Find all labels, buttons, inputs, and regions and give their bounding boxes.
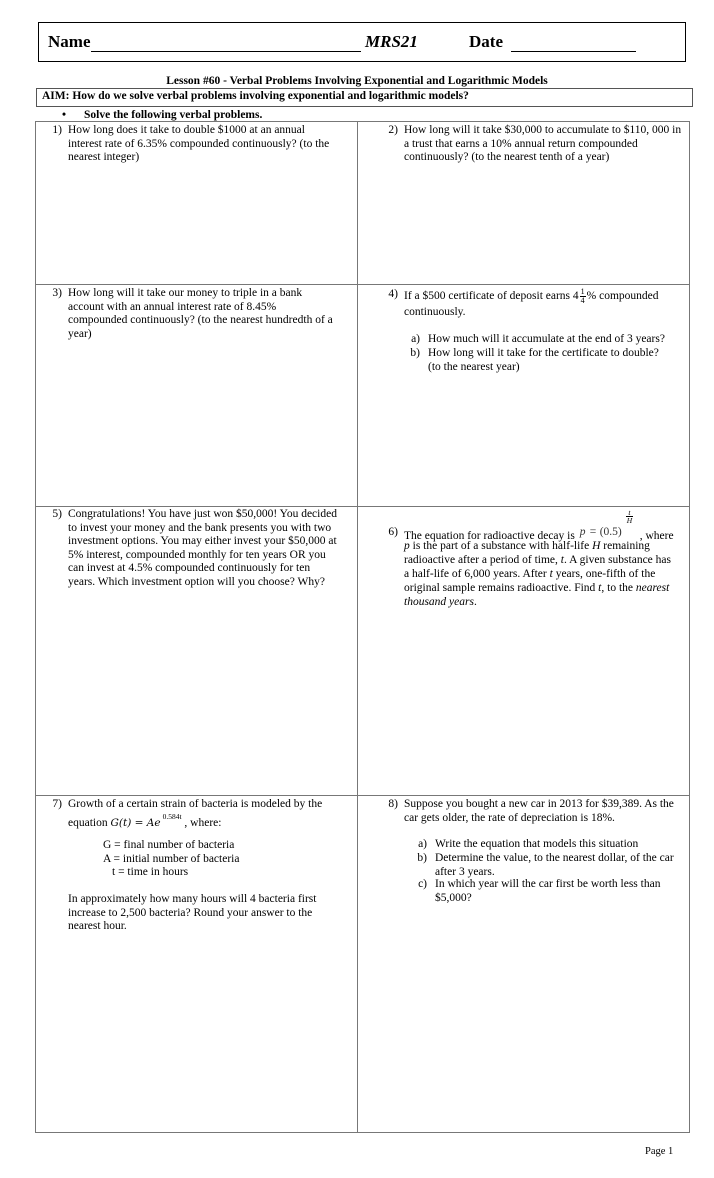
problem-number: 2) xyxy=(388,124,398,136)
definition: t = time in hours xyxy=(112,866,189,878)
sub-item-a: a) How much will it accumulate at the end of 3 years? xyxy=(411,333,665,345)
date-label: Date xyxy=(469,32,503,51)
fraction: $\frac{1}{4}$ xyxy=(580,287,585,305)
problem-number: 7) xyxy=(52,798,62,810)
problem-number: 3) xyxy=(52,287,62,299)
name-label: Name xyxy=(48,32,91,51)
lesson-title: Lesson #60 - Verbal Problems Involving Exponential and Logarithmic Models xyxy=(166,75,548,87)
problem-6: 6) The equation for radioactive decay is p = (0.5) $\frac{t}{H}$ , where p is the part of a substance with half-life H remaining radioactive after a period of time, t. A given substance has a half-life of 6,000 years. After t years, one-fifth of the original sample remains radioactive. Find t, to the nearest thousand years. xyxy=(376,510,688,610)
name-date-box xyxy=(38,22,686,62)
problem-text: How long will it take $30,000 to accumulate to $110, 000 in a trust that earns a 10% annual return compounded continuously? (to the nearest tenth of a year) xyxy=(404,124,682,163)
sub-item-b: b) How long will it take for the certificate to double? (to the nearest year) xyxy=(410,347,659,373)
problem-number: 8) xyxy=(388,798,398,810)
problem-number: 6) xyxy=(388,526,398,538)
bullet-icon: • xyxy=(62,109,67,121)
problem-grid xyxy=(35,121,690,1133)
sub-item-a: a) Write the equation that models this situation xyxy=(418,838,639,850)
grid-divider-row1 xyxy=(35,284,690,285)
decay-equation: p = (0.5) $\frac{t}{H}$ xyxy=(579,508,633,538)
problem-question: In approximately how many hours will 4 bacteria first increase to 2,500 bacteria? Round your answer to the nearest hour. xyxy=(68,893,317,932)
growth-equation: equation $G(t) = Ae^{0.584t}$ , where: xyxy=(68,812,222,829)
problem-text: Congratulations! You have just won $50,000! You decided to invest your money and the bank presents you with two investment options. You may either invest your $50,000 at 5% interest, compounded monthly for ten years OR you can invest at 4.5% compounded continuously for ten years. Which investment option will you choose? Why? xyxy=(68,508,337,588)
date-blank[interactable] xyxy=(511,51,636,52)
definition: G = final number of bacteria xyxy=(103,839,235,851)
instruction-text: Solve the following verbal problems. xyxy=(84,109,263,121)
problem-text: Suppose you bought a new car in 2013 for $39,389. As the car gets older, the rate of depreciation is 18%. xyxy=(404,798,674,824)
problem-text: How long will it take our money to triple in a bank account with an annual interest rate of 8.45% compounded continuously? (to the nearest hundredth of a year) xyxy=(68,287,333,340)
problem-4: 4) If a $500 certificate of deposit earns 4 $\frac{1}{4}$ % compounded continuously. a) How much will it accumulate at the end of 3 years? b) How long will it take for the certificate to double? (to the nearest year) xyxy=(376,288,686,378)
problem-number: 5) xyxy=(52,508,62,520)
grid-divider-row2 xyxy=(35,506,690,507)
grid-divider-vertical xyxy=(357,121,358,1133)
problem-number: 4) xyxy=(388,288,398,300)
problem-7: 7) Growth of a certain strain of bacteria is modeled by the equation $G(t) = Ae^{0.584t}$ , where: G = final number of bacteria A = initial number of bacteria t = time in hours In approximately how many hours will 4 bacteria first increase to 2,500 bacteria? Round your answer to the nearest hour. xyxy=(40,798,352,938)
problem-8 xyxy=(376,798,688,908)
page-number: Page 1 xyxy=(645,1146,674,1157)
problem-text: If a $500 certificate of deposit earns 4 $\frac{1}{4}$ % compounded xyxy=(404,287,659,305)
grid-divider-row3 xyxy=(35,795,690,796)
course-code: MRS21 xyxy=(365,32,418,51)
problem-text: How long does it take to double $1000 at an annual interest rate of 6.35% compounded continuously? (to the nearest integer) xyxy=(68,124,330,163)
sub-item-b: b) Determine the value, to the nearest dollar, of the car after 3 years. xyxy=(417,852,674,878)
definition: A = initial number of bacteria xyxy=(103,853,240,865)
problem-number: 1) xyxy=(52,124,62,136)
aim-statement: AIM: How do we solve verbal problems involving exponential and logarithmic models? xyxy=(36,88,693,107)
sub-item-c: c) In which year will the car first be worth less than $5,000? xyxy=(418,878,661,904)
name-blank[interactable] xyxy=(91,51,361,52)
